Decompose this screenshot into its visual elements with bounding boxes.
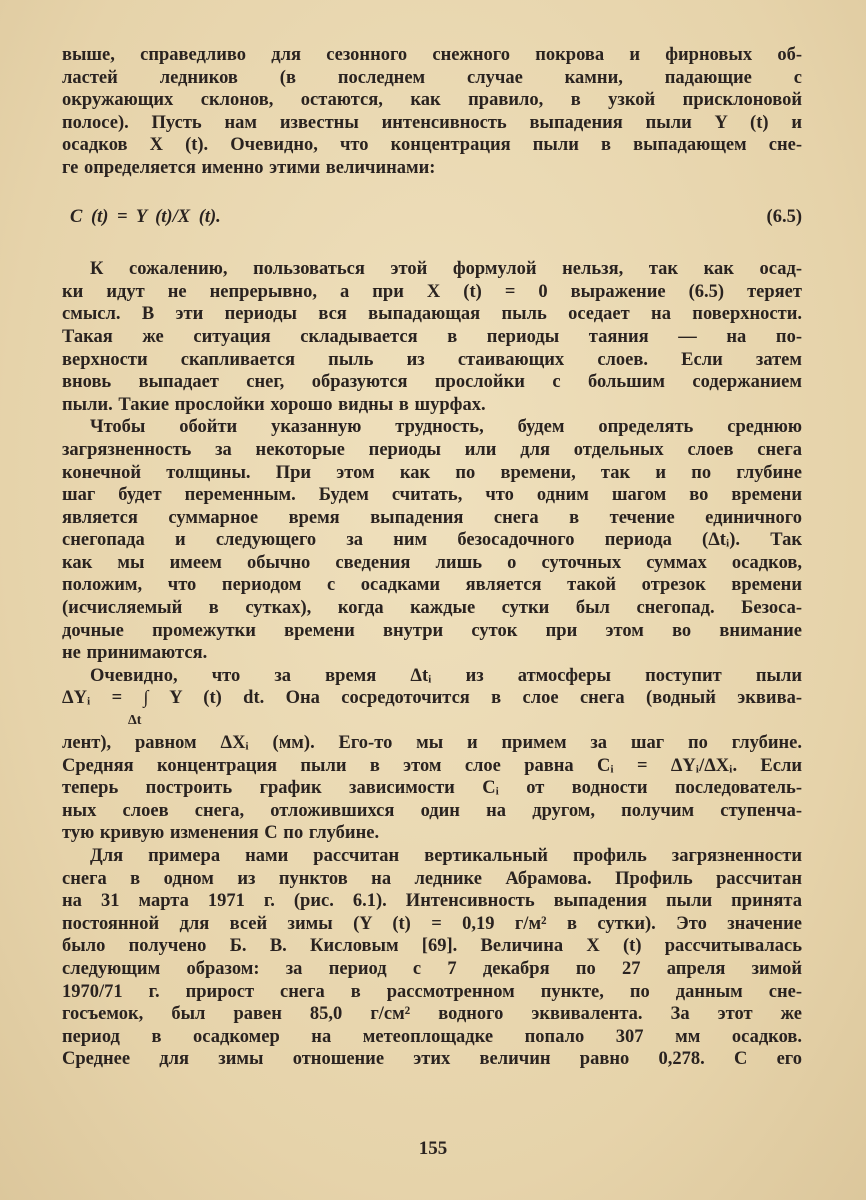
- paragraph-1: [62, 44, 802, 180]
- paragraph-2: [62, 258, 802, 416]
- text-line: не принимаются.: [62, 643, 208, 664]
- text-line: ных слоев снега, отложившихся один на другом, получим ступенча-: [62, 800, 802, 821]
- text-line: конечной толщины. При этом как по времени, так и по глубине: [62, 462, 802, 483]
- text-line: Очевидно, что за время Δtᵢ из атмосферы поступит пыли: [90, 665, 802, 686]
- formula-expression: C (t) = Y (t)/X (t).: [70, 206, 221, 227]
- text-line: ки идут не непрерывно, а при X (t) = 0 выражение (6.5) теряет: [62, 281, 802, 302]
- page-body: [62, 44, 802, 1071]
- text-line: дочные промежутки времени внутри суток при этом во внимание: [62, 620, 802, 641]
- paragraph-3: [62, 416, 802, 665]
- text-line: Для примера нами рассчитан вертикальный профиль загрязненности: [90, 846, 802, 866]
- integral-limit: Δt: [128, 713, 142, 729]
- text-line: вновь выпадает снег, образуются прослойки с большим содержанием: [62, 372, 802, 393]
- text-line: шаг будет переменным. Будем считать, что одним шагом во времени: [62, 485, 802, 506]
- text-line: как мы имеем обычно сведения лишь о суточных суммах осадков,: [62, 552, 802, 573]
- text-line: К сожалению, пользоваться этой формулой нельзя, так как осад-: [90, 259, 802, 280]
- text-line: окружающих склонов, остаются, как правило, в узкой присклоновой: [62, 90, 802, 111]
- text-line: госъемок, был равен 85,0 г/см² водного эквивалента. За этот же: [62, 1004, 802, 1025]
- formula-6-5: [62, 206, 802, 229]
- text-line: снега в одном из пунктов на леднике Абрамова. Профиль рассчитан: [62, 868, 802, 889]
- formula-number: (6.5): [766, 206, 802, 227]
- text-line: лент), равном ΔXᵢ (мм). Его-то мы и примем за шаг по глубине.: [62, 733, 802, 754]
- text-line: смысл. В эти периоды вся выпадающая пыль оседает на поверхности.: [62, 304, 802, 325]
- page-number: 155: [418, 1138, 448, 1159]
- text-line: Среднее для зимы отношение этих величин равно 0,278. С его: [62, 1049, 802, 1070]
- text-line: ΔYᵢ = ∫ Y (t) dt. Она сосредоточится в слое снега (водный эквива-: [62, 688, 802, 709]
- text-line: было получено Б. В. Кисловым [69]. Величина X (t) рассчитывалась: [62, 936, 802, 957]
- text-line: положим, что периодом с осадками является такой отрезок времени: [62, 575, 802, 596]
- text-line: выше, справедливо для сезонного снежного покрова и фирновых об-: [62, 45, 802, 65]
- text-line: загрязненность за некоторые периоды или для отдельных слоев снега: [62, 439, 802, 460]
- text-line: ластей ледников (в последнем случае камни, падающие с: [62, 67, 802, 88]
- text-line: осадков X (t). Очевидно, что концентрация пыли в выпадающем сне-: [62, 135, 802, 156]
- text-line: Чтобы обойти указанную трудность, будем определять среднюю: [90, 417, 802, 438]
- text-line: 1970/71 г. прирост снега в рассмотренном пункте, по данным сне-: [62, 981, 802, 1002]
- text-line: постоянной для всей зимы (Y (t) = 0,19 г/м² в сутки). Это значение: [62, 913, 802, 934]
- text-line: теперь построить график зависимости Cᵢ от водности последователь-: [62, 778, 802, 799]
- text-line: Средняя концентрация пыли в этом слое равна Cᵢ = ΔYᵢ/ΔXᵢ. Если: [62, 755, 802, 776]
- paragraph-4: [62, 665, 802, 845]
- text-line: на 31 марта 1971 г. (рис. 6.1). Интенсивность выпадения пыли принята: [62, 891, 802, 912]
- text-line: пыли. Такие прослойки хорошо видны в шурфах.: [62, 394, 486, 415]
- text-line: период в осадкомер на метеоплощадке попало 307 мм осадков.: [62, 1026, 802, 1047]
- text-line: тую кривую изменения C по глубине.: [62, 823, 380, 844]
- text-line: снегопада и следующего за ним безосадочного периода (Δtᵢ). Так: [62, 530, 802, 551]
- paragraph-5: [62, 845, 802, 1071]
- text-line: полосе). Пусть нам известны интенсивность выпадения пыли Y (t) и: [62, 112, 802, 133]
- text-line: (исчисляемый в сутках), когда каждые сутки был снегопад. Безоса-: [62, 598, 802, 619]
- text-line: Такая же ситуация складывается в периоды таяния — на по-: [62, 326, 802, 347]
- text-line: ге определяется именно этими величинами:: [62, 157, 436, 178]
- text-line: является суммарное время выпадения снега в течение единичного: [62, 507, 802, 528]
- text-line: следующим образом: за период с 7 декабря по 27 апреля зимой: [62, 958, 802, 979]
- text-line: верхности скапливается пыль из стаивающих слоев. Если затем: [62, 349, 802, 370]
